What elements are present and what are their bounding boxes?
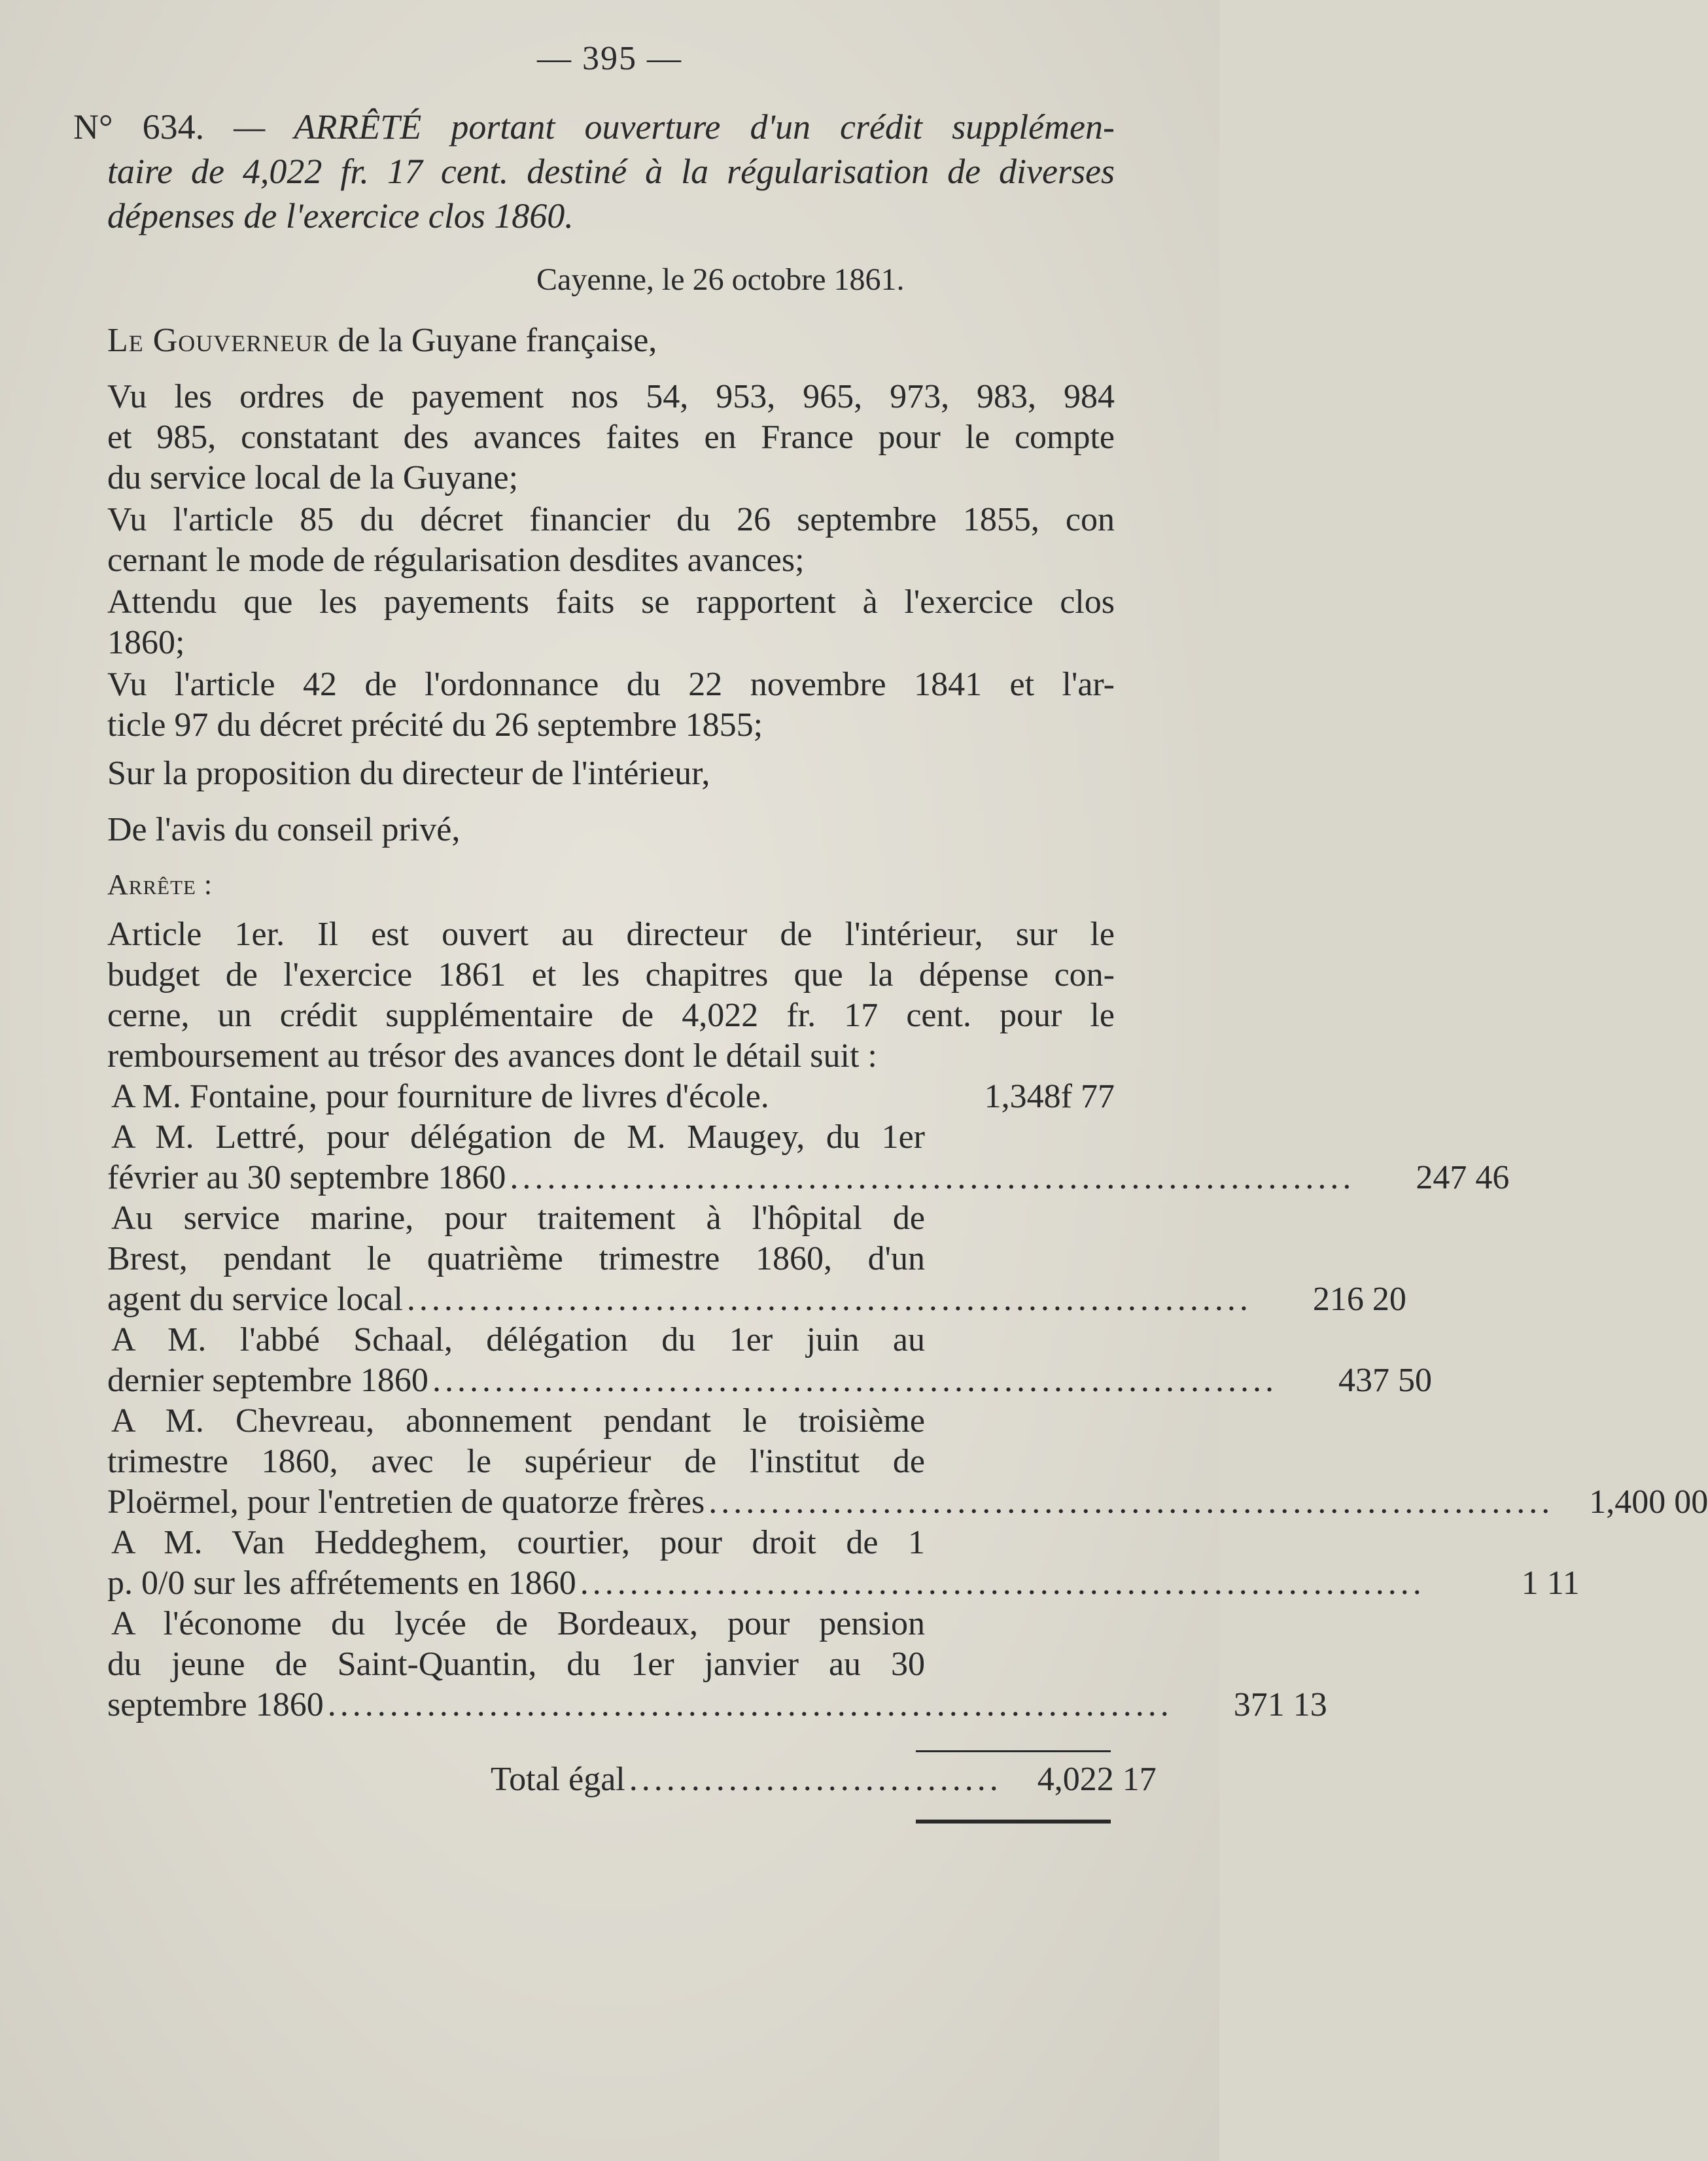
- entry-amount: 216 20: [1312, 1281, 1406, 1318]
- entry-last-line: [107, 1685, 1327, 1725]
- arrete-heading: Arrête :: [107, 869, 213, 901]
- entry-amount: 1,400 00: [1589, 1483, 1708, 1521]
- governor-line: [107, 320, 1115, 361]
- entry-line: février au 30 septembre 1860: [107, 1159, 506, 1196]
- total-row: [107, 1759, 1157, 1800]
- entry-line: Au service marine, pour traitement à l'hôpital de: [111, 1200, 925, 1237]
- text-line: ticle 97 du décret précité du 26 septembre 1855;: [107, 706, 763, 744]
- entry-line: Ploërmel, pour l'entretien de quatorze frères: [107, 1483, 705, 1521]
- governor-title: Le Gouverneur: [107, 322, 330, 359]
- dateline: Cayenne, le 26 octobre 1861.: [536, 262, 905, 297]
- title-line-1: [73, 105, 1115, 149]
- expense-entry: [107, 1401, 1708, 1523]
- text-line: 1860;: [107, 624, 185, 661]
- expense-entry: [107, 1077, 1115, 1117]
- entry-last-line: [107, 1482, 1708, 1523]
- entry-line: Brest, pendant le quatrième trimestre 1860, d'un: [107, 1240, 925, 1277]
- expense-entry: [107, 1320, 1432, 1401]
- leader-dots: ..............................: [629, 1761, 1002, 1798]
- leader-dots: ....................................................................: [510, 1159, 1355, 1196]
- decree-title: [73, 105, 1115, 238]
- entry-line: A M. Lettré, pour délégation de M. Maugey, du 1er: [111, 1118, 925, 1156]
- text-line: Vu l'article 85 du décret financier du 26 septembre 1855, con: [107, 501, 1115, 538]
- text-line: budget de l'exercice 1861 et les chapitres que la dépense con-: [107, 956, 1115, 994]
- text-line: Vu les ordres de payement nos 54, 953, 965, 973, 983, 984: [107, 378, 1115, 415]
- leader-dots: ....................................................................: [708, 1483, 1554, 1521]
- entry-line: trimestre 1860, avec le supérieur de l'institut de: [107, 1443, 925, 1480]
- entry-line: A M. Van Heddeghem, courtier, pour droit de 1: [111, 1524, 925, 1561]
- entry-line: A M. l'abbé Schaal, délégation du 1er juin au: [111, 1321, 925, 1358]
- paragraph-vu-2: [107, 500, 1115, 581]
- entry-last-line: [107, 1360, 1432, 1401]
- article-1: [107, 914, 1115, 1077]
- text-line: cerne, un crédit supplémentaire de 4,022 fr. 17 cent. pour le: [107, 997, 1115, 1034]
- paragraph-sur: Sur la proposition du directeur de l'intérieur,: [107, 755, 710, 792]
- leader-dots: ....................................................................: [406, 1281, 1252, 1318]
- text-line: Attendu que les payements faits se rapportent à l'exercice clos: [107, 583, 1115, 621]
- title-text-1: — ARRÊTÉ portant ouverture d'un crédit supplémen-: [234, 107, 1115, 147]
- entry-line: septembre 1860: [107, 1686, 324, 1723]
- entry-last-line: [107, 1077, 1115, 1117]
- text-line: remboursement au trésor des avances dont le détail suit :: [107, 1037, 877, 1075]
- expense-entry: [107, 1198, 1406, 1320]
- text-line: Article 1er. Il est ouvert au directeur de l'intérieur, sur le: [107, 916, 1115, 953]
- entry-line: du jeune de Saint-Quantin, du 1er janvier au 30: [107, 1646, 925, 1683]
- entry-last-line: [107, 1563, 1580, 1604]
- expense-entry: [107, 1117, 1510, 1198]
- text-line: du service local de la Guyane;: [107, 459, 519, 496]
- entry-line: A M. Chevreau, abonnement pendant le troisième: [111, 1402, 925, 1440]
- entry-line: A M. Fontaine, pour fourniture de livres d'école.: [111, 1078, 769, 1115]
- entry-line: dernier septembre 1860: [107, 1362, 428, 1399]
- total-amount: 4,022 17: [1037, 1761, 1157, 1798]
- total-rule-bottom: [916, 1820, 1111, 1824]
- entry-line: agent du service local: [107, 1281, 403, 1318]
- paragraph-avis: De l'avis du conseil privé,: [107, 811, 461, 848]
- page-number: — 395 —: [537, 40, 682, 77]
- paragraph-vu-1: [107, 377, 1115, 498]
- title-line-2: taire de 4,022 fr. 17 cent. destiné à la régularisation de diverses: [107, 152, 1115, 191]
- text-line: cernant le mode de régularisation desdites avances;: [107, 542, 805, 579]
- decree-number: N° 634.: [73, 107, 205, 147]
- leader-dots: ....................................................................: [327, 1686, 1173, 1723]
- entry-amount: 437 50: [1338, 1362, 1432, 1399]
- entry-amount: 371 13: [1233, 1686, 1327, 1723]
- entry-last-line: [107, 1158, 1510, 1198]
- leader-dots: ....................................................................: [432, 1362, 1278, 1399]
- leader-dots: ....................................................................: [580, 1565, 1425, 1602]
- paragraph-attendu: [107, 582, 1115, 663]
- governor-rest: de la Guyane française,: [329, 322, 657, 359]
- total-label: Total égal: [491, 1761, 625, 1798]
- entry-line: p. 0/0 sur les affrétements en 1860: [107, 1565, 576, 1602]
- entry-amount: 1,348f 77: [984, 1078, 1115, 1115]
- expense-entry: [107, 1523, 1580, 1604]
- entry-amount: 1 11: [1521, 1565, 1580, 1602]
- entry-last-line: [107, 1279, 1406, 1320]
- expense-entry: [107, 1604, 1327, 1725]
- total-rule-top: [916, 1750, 1111, 1752]
- entry-amount: 247 46: [1416, 1159, 1510, 1196]
- entry-line: A l'économe du lycée de Bordeaux, pour pension: [111, 1605, 925, 1642]
- text-line: et 985, constatant des avances faites en France pour le compte: [107, 419, 1115, 456]
- paragraph-vu-3: [107, 665, 1115, 746]
- text-line: Vu l'article 42 de l'ordonnance du 22 novembre 1841 et l'ar-: [107, 666, 1115, 703]
- title-line-3: dépenses de l'exercice clos 1860.: [107, 196, 574, 235]
